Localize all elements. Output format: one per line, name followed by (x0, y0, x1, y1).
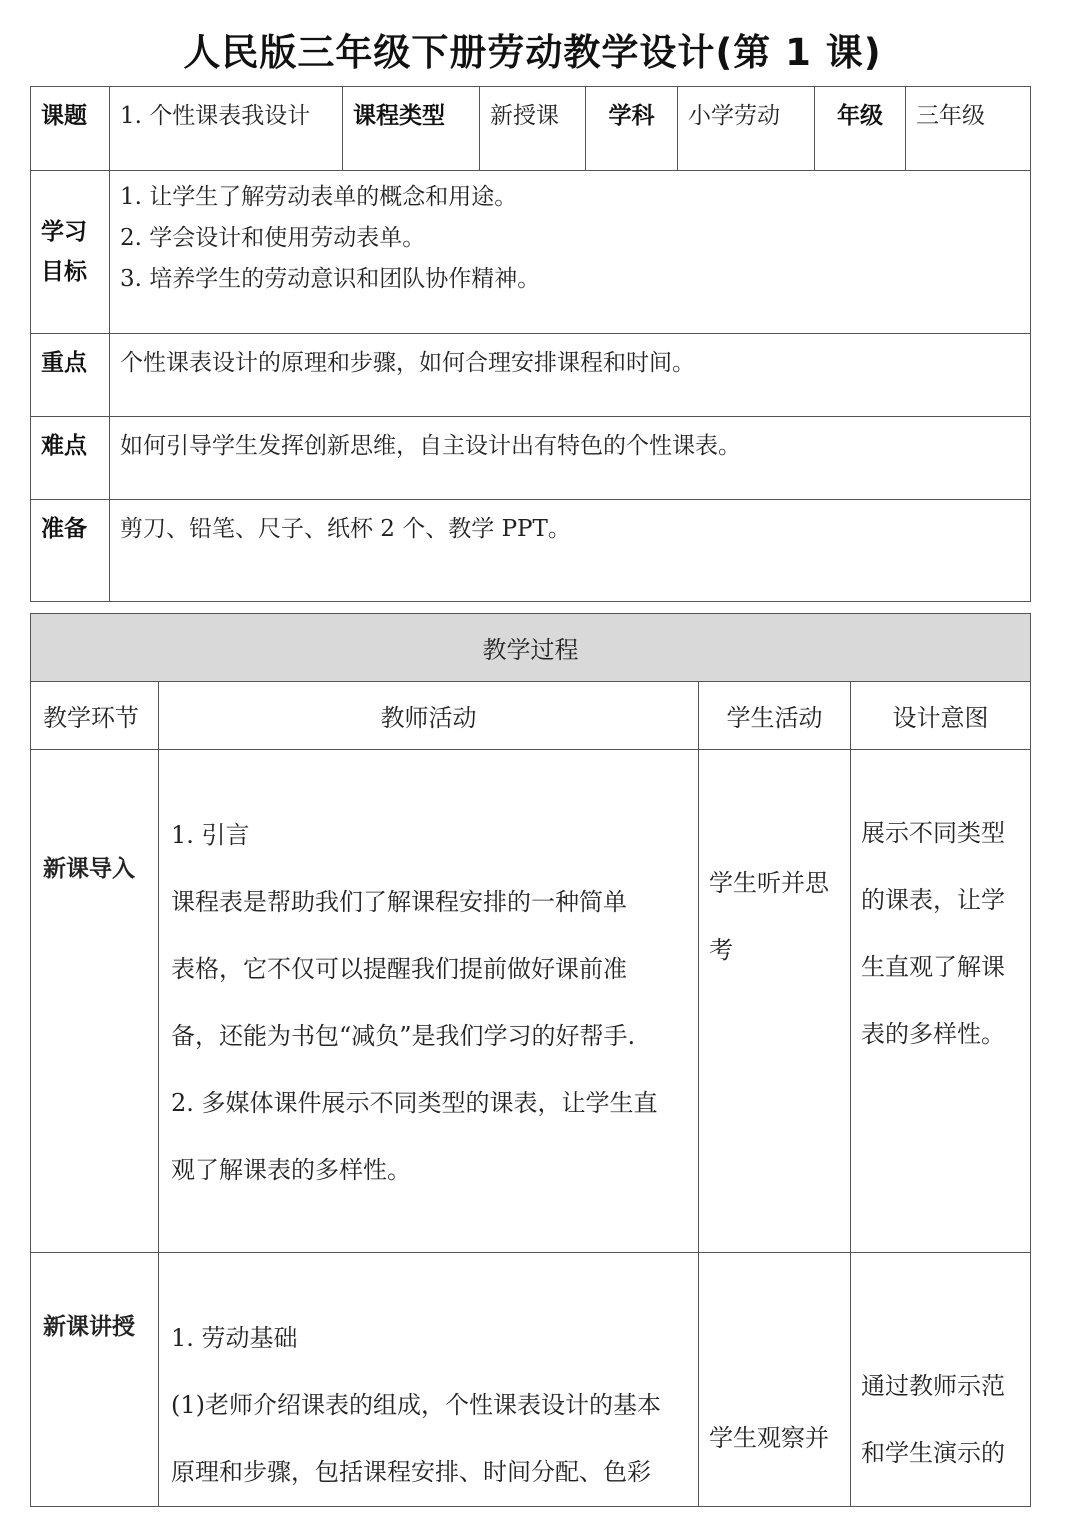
teacher-line: 课程表是帮助我们了解课程安排的一种简单 (171, 888, 627, 916)
objective-item: 3. 培养学生的劳动意识和团队协作精神。 (120, 266, 541, 292)
teacher-line: (1)老师介绍课表的组成，个性课表设计的基本 (171, 1391, 661, 1419)
teacher-line: 1. 引言 (171, 821, 250, 849)
table-row (31, 1253, 1031, 1507)
column-header-intent: 设计意图 (851, 682, 1031, 750)
student-line: 学生听并思 (709, 869, 829, 897)
key-point-label: 重点 (31, 334, 110, 417)
preparation-label: 准备 (31, 500, 110, 602)
key-point-value: 个性课表设计的原理和步骤，如何合理安排课程和时间。 (110, 334, 1031, 417)
stage-new-lesson-intro: 新课导入 (31, 750, 159, 1253)
course-type-label: 课程类型 (343, 87, 480, 171)
objectives-label-line-1: 学习 (41, 219, 87, 245)
objectives-list (110, 171, 1031, 334)
intent-line: 通过教师示范 (861, 1372, 1005, 1400)
objective-item: 2. 学会设计和使用劳动表单。 (120, 225, 426, 251)
objectives-label-line-2: 目标 (41, 259, 87, 285)
student-activity (699, 1253, 851, 1507)
grade-value: 三年级 (906, 87, 1031, 171)
process-heading: 教学过程 (31, 614, 1031, 682)
intent-line: 和学生演示的 (861, 1439, 1005, 1467)
column-header-stage: 教学环节 (31, 682, 159, 750)
teacher-line: 备，还能为书包“减负”是我们学习的好帮手. (171, 1022, 636, 1050)
teacher-line: 观了解课表的多样性。 (171, 1156, 411, 1184)
teaching-process-table (30, 613, 1031, 1507)
teacher-activity (159, 750, 699, 1253)
topic-label: 课题 (31, 87, 110, 171)
grade-label: 年级 (815, 87, 906, 171)
student-activity (699, 750, 851, 1253)
course-type-value: 新授课 (480, 87, 586, 171)
intent-line: 的课表，让学 (861, 886, 1005, 914)
subject-label: 学科 (586, 87, 678, 171)
document-title: 人民版三年级下册劳动教学设计(第 1 课) (183, 31, 882, 74)
objectives-label (31, 171, 110, 334)
intent-line: 展示不同类型 (861, 819, 1005, 847)
column-header-teacher: 教师活动 (159, 682, 699, 750)
table-row (31, 750, 1031, 1253)
difficulty-label: 难点 (31, 417, 110, 500)
objective-item: 1. 让学生了解劳动表单的概念和用途。 (120, 184, 518, 210)
intent-line: 表的多样性。 (861, 1020, 1005, 1048)
stage-new-lesson-teaching: 新课讲授 (31, 1253, 159, 1507)
student-line: 考 (709, 936, 733, 964)
teacher-line: 2. 多媒体课件展示不同类型的课表，让学生直 (171, 1089, 658, 1117)
intent-line: 生直观了解课 (861, 953, 1005, 981)
lesson-info-table (30, 86, 1031, 602)
student-line: 学生观察并 (709, 1424, 829, 1452)
difficulty-value: 如何引导学生发挥创新思维，自主设计出有特色的个性课表。 (110, 417, 1031, 500)
teacher-line: 1. 劳动基础 (171, 1324, 298, 1352)
preparation-value: 剪刀、铅笔、尺子、纸杯 2 个、教学 PPT。 (110, 500, 1031, 602)
teacher-line: 原理和步骤，包括课程安排、时间分配、色彩 (171, 1458, 651, 1486)
topic-value: 1. 个性课表我设计 (110, 87, 343, 171)
column-header-student: 学生活动 (699, 682, 851, 750)
teacher-line: 表格，它不仅可以提醒我们提前做好课前准 (171, 955, 627, 983)
design-intent (851, 1253, 1031, 1507)
design-intent (851, 750, 1031, 1253)
teacher-activity (159, 1253, 699, 1507)
subject-value: 小学劳动 (678, 87, 815, 171)
